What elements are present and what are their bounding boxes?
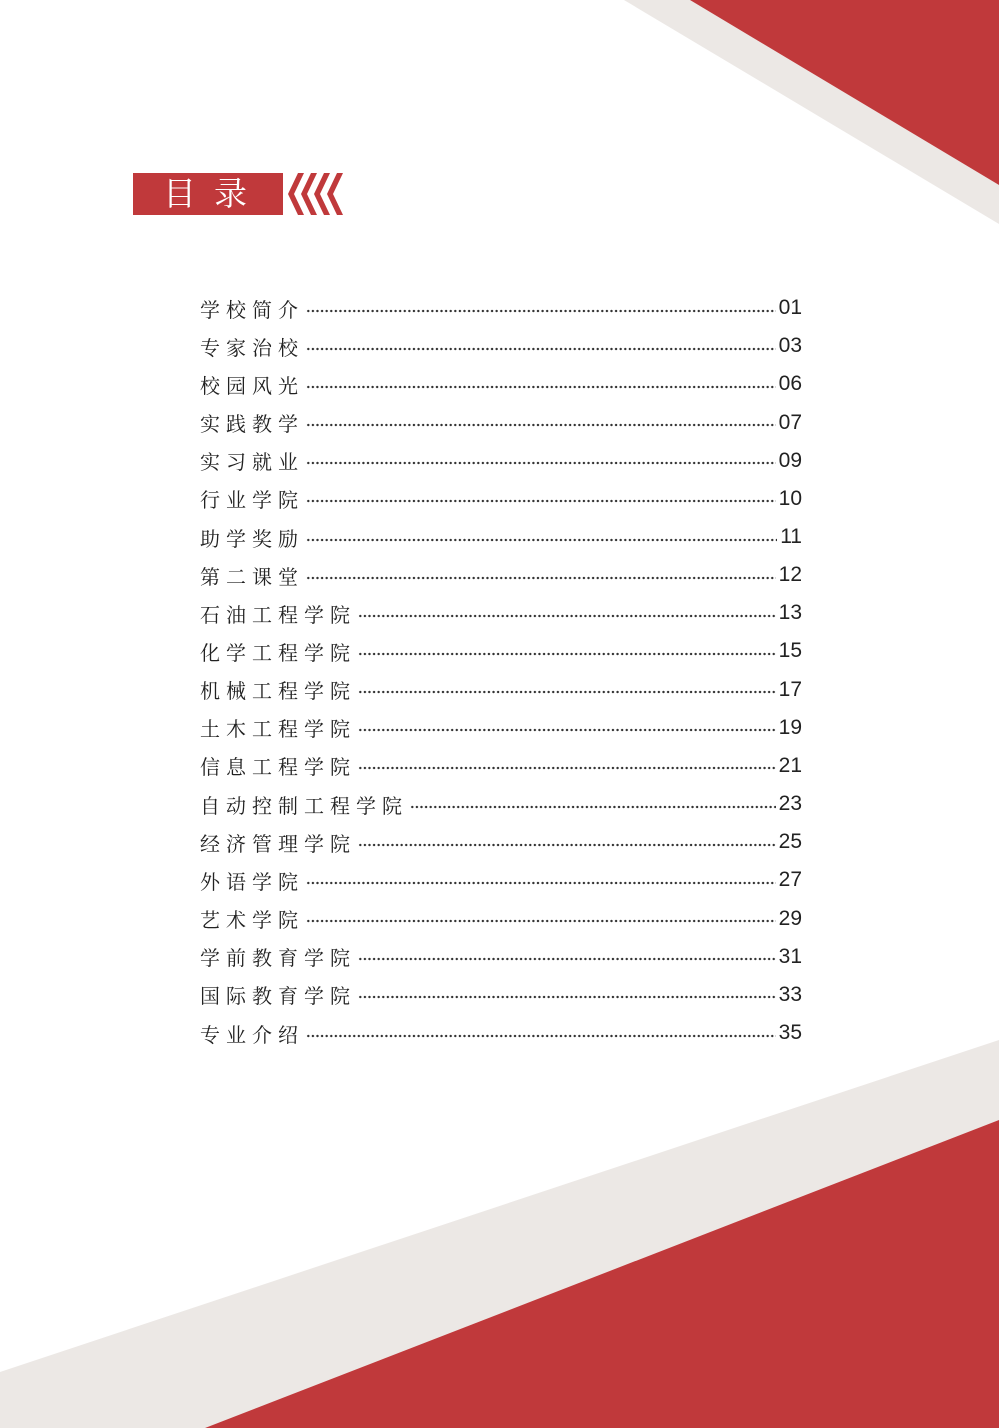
- toc-entry-label: 外语学院: [200, 869, 304, 894]
- toc-entry-page: 01: [778, 296, 802, 320]
- toc-entry-label: 化学工程学院: [200, 640, 356, 665]
- toc-entry-page: 12: [778, 563, 802, 587]
- toc-entry-label: 学校简介: [200, 297, 304, 322]
- toc-entry-label: 土木工程学院: [200, 717, 356, 742]
- toc-entry: [200, 671, 802, 709]
- table-of-contents: [200, 289, 802, 1052]
- title-banner: [133, 173, 283, 215]
- toc-entry-page: 25: [778, 830, 802, 854]
- toc-entry-label: 第二课堂: [200, 564, 304, 589]
- toc-entry: [200, 327, 802, 365]
- toc-entry: [200, 1014, 802, 1052]
- dot-leader: [306, 881, 776, 885]
- dot-leader: [306, 538, 777, 542]
- toc-entry-label: 校园风光: [200, 373, 304, 398]
- toc-entry-label: 助学奖励: [200, 526, 304, 551]
- toc-entry: [200, 785, 802, 823]
- toc-entry-page: 19: [778, 715, 802, 739]
- dot-leader: [358, 766, 776, 770]
- toc-entry-label: 实习就业: [200, 450, 304, 475]
- toc-entry-label: 实践教学: [200, 412, 304, 437]
- toc-entry: [200, 480, 802, 518]
- toc-entry-label: 学前教育学院: [200, 946, 356, 971]
- toc-entry: [200, 709, 802, 747]
- toc-entry-page: 03: [778, 334, 802, 358]
- toc-entry-page: 06: [778, 372, 802, 396]
- toc-entry: [200, 938, 802, 976]
- dot-leader: [358, 728, 776, 732]
- toc-entry-page: 09: [778, 448, 802, 472]
- toc-entry-page: 13: [778, 601, 802, 625]
- toc-entry: [200, 365, 802, 403]
- dot-leader: [306, 461, 776, 465]
- toc-entry: [200, 976, 802, 1014]
- toc-entry-page: 21: [778, 753, 802, 777]
- toc-entry: [200, 823, 802, 861]
- toc-entry-label: 石油工程学院: [200, 602, 356, 627]
- toc-entry-page: 35: [778, 1021, 802, 1045]
- dot-leader: [306, 309, 776, 313]
- toc-entry: [200, 518, 802, 556]
- toc-entry-label: 国际教育学院: [200, 984, 356, 1009]
- toc-entry-page: 29: [778, 906, 802, 930]
- toc-entry-page: 10: [778, 486, 802, 510]
- dot-leader: [358, 614, 776, 618]
- dot-leader: [306, 1034, 776, 1038]
- toc-entry: [200, 632, 802, 670]
- toc-entry-page: 07: [778, 410, 802, 434]
- dot-leader: [358, 995, 776, 999]
- dot-leader: [410, 805, 776, 809]
- toc-entry-page: 31: [778, 944, 802, 968]
- toc-entry: [200, 556, 802, 594]
- dot-leader: [358, 690, 776, 694]
- toc-entry: [200, 747, 802, 785]
- dot-leader: [306, 423, 776, 427]
- toc-entry-label: 专业介绍: [200, 1022, 304, 1047]
- dot-leader: [306, 499, 776, 503]
- toc-entry-page: 11: [780, 525, 802, 549]
- dot-leader: [306, 919, 776, 923]
- chevron-arrows-icon: [286, 173, 346, 215]
- toc-entry-label: 经济管理学院: [200, 831, 356, 856]
- toc-entry-page: 27: [778, 868, 802, 892]
- toc-entry-label: 信息工程学院: [200, 755, 356, 780]
- dot-leader: [306, 576, 776, 580]
- toc-entry-label: 艺术学院: [200, 908, 304, 933]
- toc-entry: [200, 861, 802, 899]
- page-title: 目录: [163, 174, 265, 213]
- toc-entry-label: 行业学院: [200, 488, 304, 513]
- toc-entry-page: 17: [778, 677, 802, 701]
- toc-entry: [200, 442, 802, 480]
- toc-entry: [200, 594, 802, 632]
- toc-entry: [200, 403, 802, 441]
- dot-leader: [306, 385, 776, 389]
- toc-entry-label: 专家治校: [200, 335, 304, 360]
- toc-entry-page: 15: [778, 639, 802, 663]
- toc-entry: [200, 900, 802, 938]
- toc-entry-page: 23: [778, 792, 802, 816]
- dot-leader: [306, 347, 776, 351]
- dot-leader: [358, 652, 776, 656]
- toc-entry-page: 33: [778, 982, 802, 1006]
- dot-leader: [358, 957, 776, 961]
- dot-leader: [358, 843, 776, 847]
- toc-entry-label: 机械工程学院: [200, 679, 356, 704]
- chevron-left-icon: [327, 173, 343, 215]
- toc-entry-label: 自动控制工程学院: [200, 793, 408, 818]
- toc-entry: [200, 289, 802, 327]
